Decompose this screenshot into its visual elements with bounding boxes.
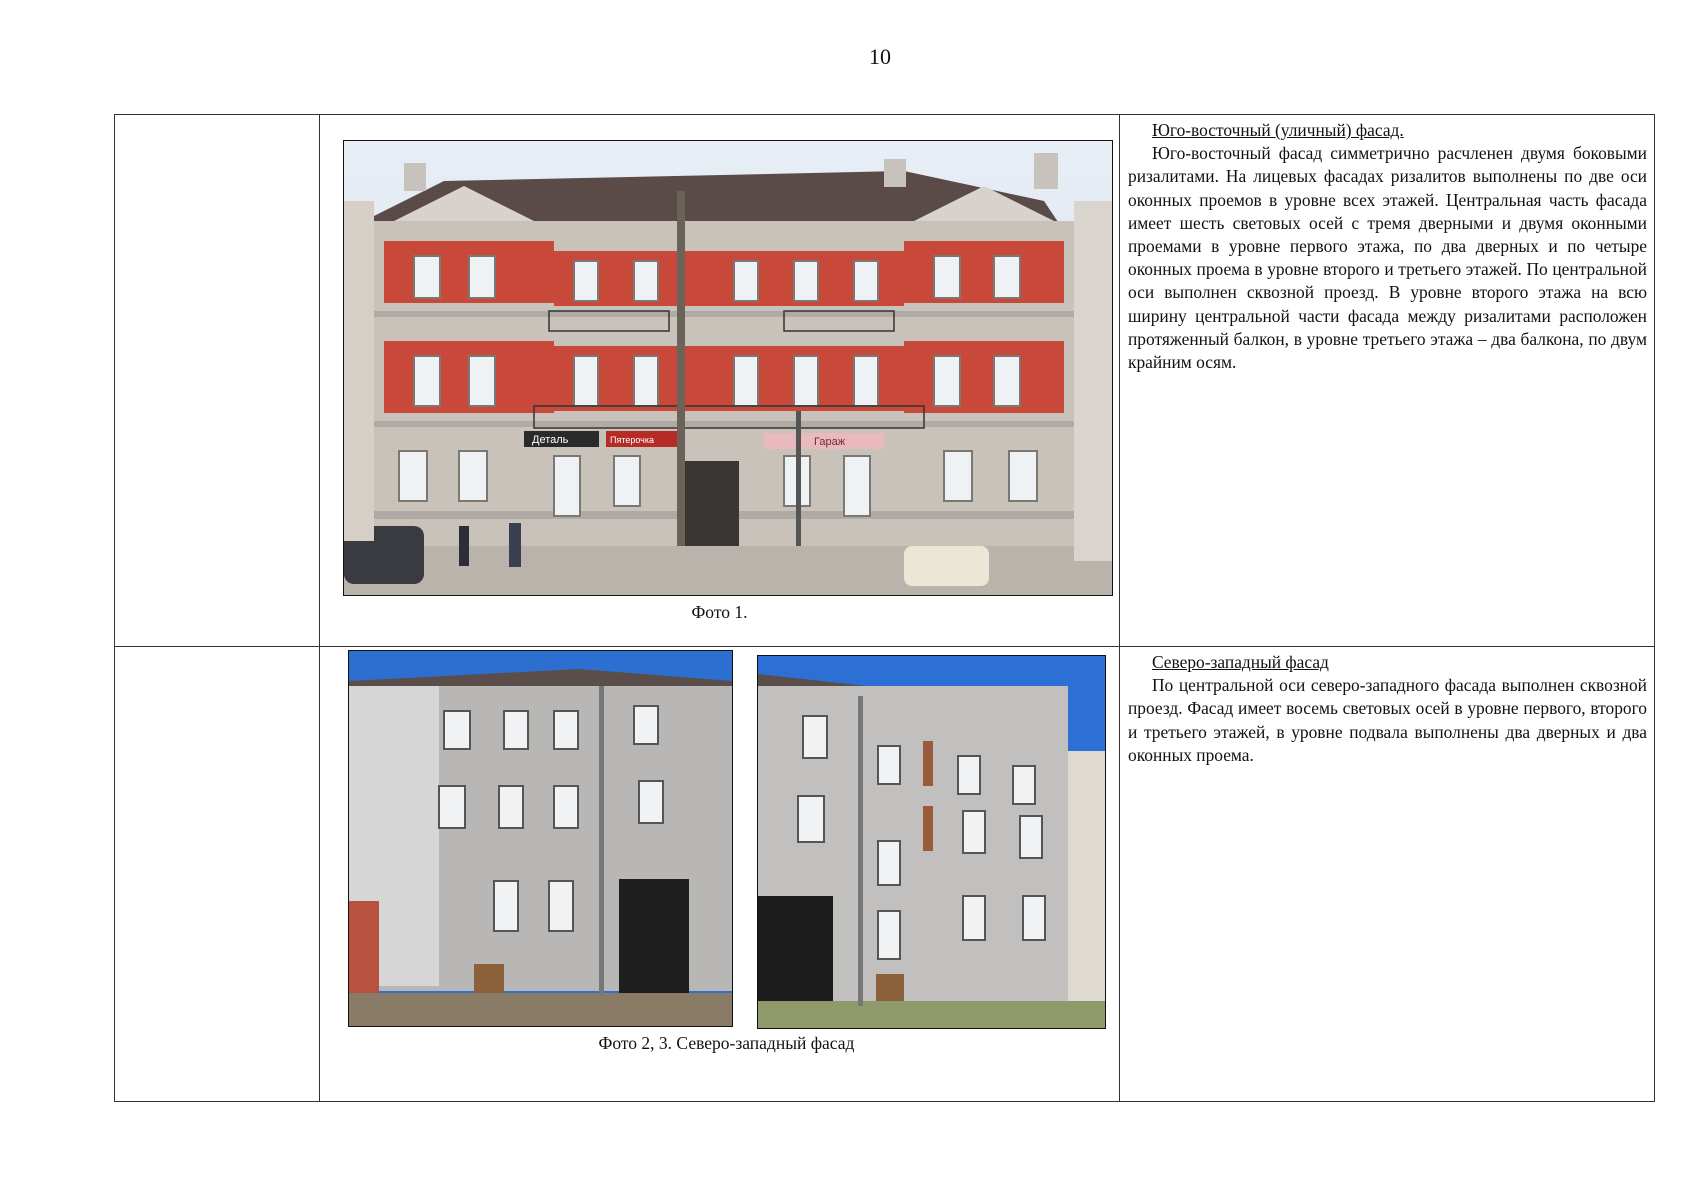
section-title: Юго-восточный (уличный) фасад. — [1152, 120, 1404, 140]
facade-table — [114, 114, 1655, 1102]
photo-southeast-facade — [343, 140, 1113, 596]
building-illustration — [349, 651, 732, 1026]
section-title: Северо-западный фасад — [1152, 652, 1329, 672]
photo-2-3-caption: Фото 2, 3. Северо-западный фасад — [598, 1033, 855, 1053]
table-row — [115, 647, 1655, 1102]
section-body: Юго-восточный фасад симметрично расчленен двумя боковыми ризалитами. На лицевых фасадах ризалитов выполнены по две оси оконных проемов в уровне всех этажей. Центральная часть фасада имеет шесть световых осей с тремя дверными и двумя оконными проемами в уровне первого этажа, по два дверных и по четыре оконных проема в уровне второго и третьего этажей. По центральной оси выполнен сквозной проезд. В уровне второго этажа на всю ширину центральной части фасада между ризалитами расположен протяженный балкон, в уровне третьего этажа – два балкона, по двум крайним осям. — [1128, 143, 1647, 373]
empty-cell — [115, 647, 320, 1102]
building-illustration — [758, 656, 1105, 1028]
photo-1-caption: Фото 1. — [691, 602, 748, 622]
description-cell — [1120, 647, 1655, 1102]
photo-cell — [320, 647, 1120, 1102]
table-row — [115, 115, 1655, 647]
empty-cell — [115, 115, 320, 647]
description-cell — [1120, 115, 1655, 647]
photo-northwest-facade-3 — [757, 655, 1106, 1029]
building-illustration — [344, 141, 1112, 595]
photo-cell — [320, 115, 1120, 647]
section-body: По центральной оси северо-западного фасада выполнен сквозной проезд. Фасад имеет восемь световых осей в уровне первого, второго и третьего этажей, в уровне подвала выполнены два дверных и два оконных проема. — [1128, 675, 1647, 765]
page-number: 10 — [869, 44, 891, 69]
shop-sign-pyaterochka: Пятерочка — [610, 435, 655, 445]
shop-sign-detal: Деталь — [532, 434, 569, 446]
shop-sign-garazh: Гараж — [814, 436, 846, 448]
photo-northwest-facade-2 — [348, 650, 733, 1027]
